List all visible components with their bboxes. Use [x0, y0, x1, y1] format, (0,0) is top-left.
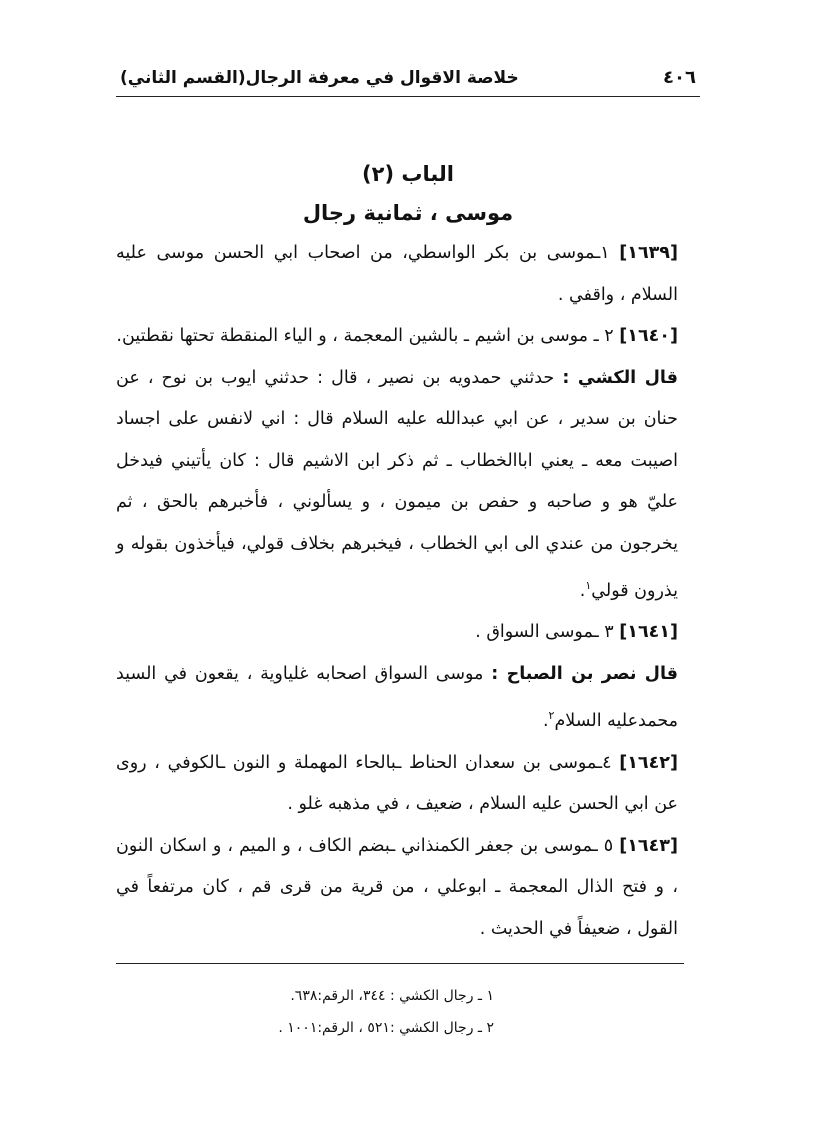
entry-text: ١ـموسى بن بكر الواسطي، من اصحاب ابي الحسن موسى عليه السلام ، واقفي .	[116, 243, 678, 305]
footnote-2: ٢ ـ رجال الكشي :٥٢١ ، الرقم:١٠٠١ .	[278, 1020, 494, 1036]
running-title: خلاصة الاقوال في معرفة الرجال(القسم الثاني)	[120, 68, 519, 88]
entry-id: [١٦٣٩]	[619, 243, 678, 263]
running-header	[116, 58, 700, 97]
entry-1643	[116, 826, 700, 951]
entry-text: ٥ ـموسى بن جعفر الكمنذاني ـبضم الكاف ، و الميم ، و اسكان النون ، و فتح الذال المعجمة ـ ابوعلي ، من قرية من قرى قم ، كان مرتفعاً في القول ، ضعيفاً في الحديث .	[116, 835, 678, 939]
entry-1642	[116, 743, 700, 826]
entries-body	[116, 233, 700, 950]
footnote-ref: ٢	[548, 709, 555, 723]
entry-id: [١٦٤٣]	[619, 835, 678, 856]
entry-text: ٤ـموسى بن سعدان الحناط ـبالحاء المهملة و النون ـالكوفي ، روى عن ابي الحسن عليه السلام ، ضعيف ، في مذهبه غلو .	[116, 752, 678, 815]
kashi-quote: قال الكشي : حدثني حمدويه بن نصير ، قال : حدثني ايوب بن نوح ، عن حنان بن سدير ، عن ابي عبدالله عليه السلام قال : اني لانفس على اجساد اصيبت معه ـ يعني اباالخطاب ـ ثم ذكر ابن الاشيم قال : كان يأتيني فيدخل عليّ هو و صاحبه و حفص بن ميمون ، و يسألوني ، فأخبرهم بالحق ، ثم يخرجون من عندي الى ابي الخطاب ، فيخبرهم بخلاف قولي، فيأخذون بقوله و يذرون قولي$^١$.	[116, 367, 678, 601]
footnote-ref: ١	[585, 579, 592, 592]
chapter-subtitle: موسى ، ثمانية رجال	[302, 201, 514, 225]
quote-lead: قال الكشي :	[562, 367, 678, 388]
footnotes	[116, 963, 684, 1044]
entry-id: [١٦٤١]	[619, 622, 678, 643]
entry-1639	[116, 233, 700, 316]
quote-text: موسى السواق اصحابه غلياوية ، يقعون في السيد محمدعليه السلام	[116, 663, 678, 732]
entry-1641	[116, 612, 700, 654]
quote-lead: قال نصر بن الصباح :	[491, 663, 678, 684]
footnote-1: ١ ـ رجال الكشي : ٣٤٤، الرقم:٦٣٨.	[290, 988, 494, 1004]
entry-text: ٣ ـموسى السواق .	[475, 622, 614, 643]
nasr-quote: قال نصر بن الصباح : موسى السواق اصحابه غلياوية ، يقعون في السيد محمدعليه السلام$^٢$.	[116, 663, 678, 732]
page-content	[116, 58, 700, 950]
entry-id: [١٦٤٢]	[619, 752, 678, 773]
page-number: ٤٠٦	[663, 67, 696, 88]
chapter-title: الباب (٢)	[362, 162, 454, 186]
quote-text: حدثني حمدويه بن نصير ، قال : حدثني ايوب بن نوح ، عن حنان بن سدير ، عن ابي عبدالله عليه السلام قال : اني لانفس على اجساد اصيبت معه ـ يعني اباالخطاب ـ ثم ذكر ابن الاشيم قال : كان يأتيني فيدخل عليّ هو و صاحبه و حفص بن ميمون ، و يسألوني ، فأخبرهم بالحق ، ثم يخرجون من عندي الى ابي الخطاب ، فيخبرهم بخلاف قولي، فيأخذون بقوله و يذرون قولي	[116, 367, 678, 601]
entry-id: [١٦٤٠]	[619, 326, 678, 346]
entry-text: ٢ ـ موسى بن اشيم ـ بالشين المعجمة ، و الياء المنقطة تحتها نقطتين.	[116, 326, 614, 346]
entry-1640	[116, 316, 700, 358]
